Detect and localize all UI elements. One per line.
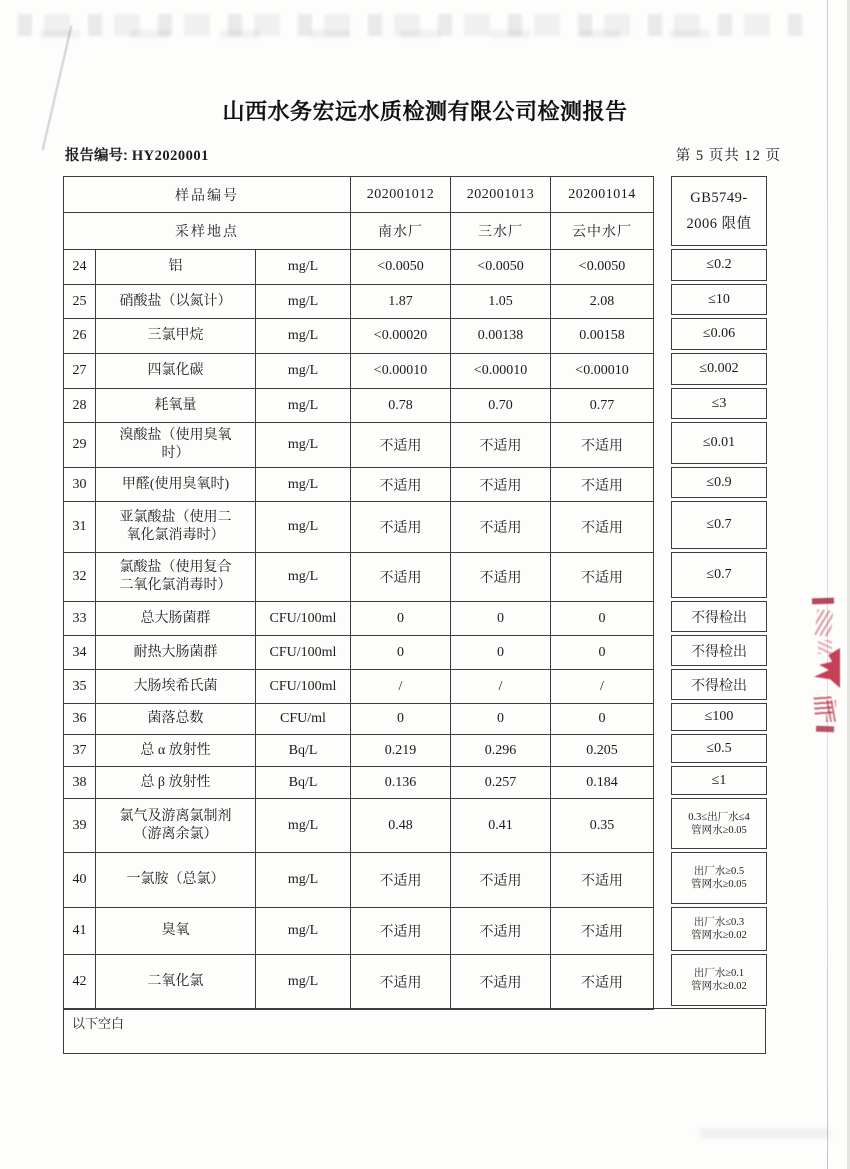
unit-cell: Bq/L	[256, 767, 351, 799]
scan-smudge	[700, 1128, 830, 1138]
value-cell: <0.0050	[551, 250, 654, 285]
value-cell: 不适用	[451, 423, 551, 468]
value-cell: 0.00158	[551, 319, 654, 354]
value-cell: 不适用	[351, 908, 451, 955]
results-table	[63, 176, 654, 1010]
unit-cell: mg/L	[256, 389, 351, 423]
value-cell: 2.08	[551, 285, 654, 319]
row-number-cell: 40	[64, 853, 96, 908]
row-number-cell: 38	[64, 767, 96, 799]
row-number-cell: 24	[64, 250, 96, 285]
parameter-cell: 硝酸盐（以氮计）	[96, 285, 256, 319]
row-number-cell: 25	[64, 285, 96, 319]
limit-cell: ≤0.7	[671, 501, 767, 549]
table-row	[64, 354, 654, 389]
sampling-location: 南水厂	[351, 213, 451, 250]
value-cell: <0.0050	[451, 250, 551, 285]
parameter-cell: 臭氧	[96, 908, 256, 955]
limit-line: 管网水≥0.02	[691, 930, 747, 941]
limit-cell: 不得检出	[671, 601, 767, 632]
parameter-line: 二氧化氯消毒时）	[119, 578, 232, 593]
value-cell: 不适用	[351, 502, 451, 553]
unit-cell: mg/L	[256, 468, 351, 502]
parameter-cell	[96, 502, 256, 553]
parameter-cell: 铝	[96, 250, 256, 285]
sample-id-label: 样品编号	[64, 177, 351, 213]
row-number-cell: 41	[64, 908, 96, 955]
results-table-area	[63, 176, 767, 1010]
value-cell: 0.70	[451, 389, 551, 423]
scan-corner-line	[42, 25, 73, 150]
limit-cell	[671, 907, 767, 951]
parameter-line: （游离余氯）	[133, 826, 218, 842]
sample-id-header-row	[64, 177, 654, 213]
value-cell: 0	[551, 636, 654, 670]
unit-cell: mg/L	[256, 354, 351, 389]
row-number-cell: 39	[64, 799, 96, 853]
red-seal-fragment	[806, 592, 842, 742]
value-cell: 0.205	[551, 735, 654, 767]
value-cell: 不适用	[551, 908, 654, 955]
limit-cell: ≤0.2	[671, 249, 767, 281]
value-cell: 0.77	[551, 389, 654, 423]
value-cell: 0.296	[451, 735, 551, 767]
value-cell: 0.35	[551, 799, 654, 853]
row-number-cell: 36	[64, 704, 96, 735]
table-row	[64, 250, 654, 285]
limit-line: 出厂水≥0.1	[693, 968, 745, 979]
scan-noise-band	[40, 30, 740, 38]
limit-cell: ≤0.01	[671, 422, 767, 464]
limit-line: 0.3≤出厂水≤4	[688, 811, 750, 823]
value-cell: 不适用	[551, 955, 654, 1010]
value-cell: 不适用	[551, 502, 654, 553]
limit-line: 管网水≥0.02	[691, 981, 747, 992]
sample-id: 202001012	[351, 177, 451, 213]
table-row	[64, 468, 654, 502]
limit-header-line: GB5749-	[690, 190, 748, 206]
value-cell: 0	[451, 602, 551, 636]
parameter-cell: 四氯化碳	[96, 354, 256, 389]
row-number-cell: 32	[64, 553, 96, 602]
parameter-cell: 一氯胺（总氯）	[96, 853, 256, 908]
limit-cell: ≤0.7	[671, 552, 767, 598]
table-row	[64, 799, 654, 853]
value-cell: 0.78	[351, 389, 451, 423]
unit-cell: mg/L	[256, 955, 351, 1010]
table-row	[64, 319, 654, 354]
value-cell: 不适用	[451, 853, 551, 908]
location-label: 采样地点	[64, 213, 351, 250]
seal-mark	[826, 700, 836, 722]
sample-id: 202001013	[451, 177, 551, 213]
value-cell: 1.87	[351, 285, 451, 319]
page-fold-line	[827, 0, 828, 1169]
limit-cell: 不得检出	[671, 669, 767, 700]
seal-star-fragment	[814, 648, 840, 688]
value-cell: 不适用	[551, 468, 654, 502]
value-cell: 0.219	[351, 735, 451, 767]
unit-cell: mg/L	[256, 553, 351, 602]
value-cell: 不适用	[551, 423, 654, 468]
row-number-cell: 35	[64, 670, 96, 704]
value-cell: 0.257	[451, 767, 551, 799]
value-cell: 0	[551, 704, 654, 735]
value-cell: 不适用	[451, 502, 551, 553]
unit-cell: CFU/100ml	[256, 670, 351, 704]
report-number	[65, 144, 209, 165]
value-cell: /	[451, 670, 551, 704]
value-cell: /	[551, 670, 654, 704]
value-cell: 0	[451, 704, 551, 735]
row-number-cell: 37	[64, 735, 96, 767]
value-cell: 不适用	[451, 553, 551, 602]
value-cell: 不适用	[451, 468, 551, 502]
value-cell: 不适用	[451, 908, 551, 955]
value-cell: 不适用	[351, 955, 451, 1010]
limit-cell	[671, 852, 767, 904]
table-row	[64, 423, 654, 468]
row-number-cell: 29	[64, 423, 96, 468]
row-number-cell: 31	[64, 502, 96, 553]
limit-line: 出厂水≤0.3	[693, 917, 745, 928]
unit-cell: mg/L	[256, 319, 351, 354]
table-row	[64, 735, 654, 767]
table-row	[64, 553, 654, 602]
value-cell: 0.48	[351, 799, 451, 853]
unit-cell: CFU/100ml	[256, 602, 351, 636]
row-number-cell: 34	[64, 636, 96, 670]
limit-cell: ≤0.5	[671, 734, 767, 763]
footer-note: 以下空白	[63, 1008, 766, 1054]
limit-line: 出厂水≥0.5	[693, 866, 745, 877]
value-cell: 0	[351, 704, 451, 735]
parameter-line: 时）	[161, 446, 190, 461]
parameter-cell: 总 β 放射性	[96, 767, 256, 799]
value-cell: 不适用	[551, 553, 654, 602]
unit-cell: mg/L	[256, 799, 351, 853]
parameter-line: 氯气及游离氯制剂	[119, 808, 232, 824]
value-cell: <0.00010	[351, 354, 451, 389]
parameter-line: 氯酸盐（使用复合	[119, 560, 232, 575]
parameter-cell: 总大肠菌群	[96, 602, 256, 636]
limit-cell	[671, 954, 767, 1006]
table-row	[64, 636, 654, 670]
unit-cell: Bq/L	[256, 735, 351, 767]
parameter-line: 亚氯酸盐（使用二	[119, 510, 232, 525]
parameter-cell: 大肠埃希氏菌	[96, 670, 256, 704]
value-cell: 0.00138	[451, 319, 551, 354]
row-number-cell: 27	[64, 354, 96, 389]
value-cell: <0.00010	[451, 354, 551, 389]
row-number-cell: 30	[64, 468, 96, 502]
value-cell: <0.0050	[351, 250, 451, 285]
parameter-line: 溴酸盐（使用臭氧	[119, 428, 232, 443]
page-indicator: 第 5 页共 12 页	[675, 148, 781, 164]
value-cell: 不适用	[451, 955, 551, 1010]
seal-mark	[816, 726, 834, 733]
table-row	[64, 670, 654, 704]
value-cell: 不适用	[351, 853, 451, 908]
value-cell: 0.136	[351, 767, 451, 799]
location-header-row	[64, 213, 654, 250]
meta-row	[65, 144, 781, 165]
sample-id: 202001014	[551, 177, 654, 213]
value-cell: <0.00020	[351, 319, 451, 354]
unit-cell: mg/L	[256, 908, 351, 955]
parameter-cell	[96, 553, 256, 602]
table-row	[64, 502, 654, 553]
limit-cell: ≤1	[671, 766, 767, 795]
value-cell: 不适用	[351, 468, 451, 502]
row-number-cell: 42	[64, 955, 96, 1010]
unit-cell: CFU/ml	[256, 704, 351, 735]
value-cell: 不适用	[351, 553, 451, 602]
value-cell: <0.00010	[551, 354, 654, 389]
page-title: 山西水务宏远水质检测有限公司检测报告	[222, 99, 628, 124]
parameter-cell	[96, 423, 256, 468]
unit-cell: mg/L	[256, 285, 351, 319]
unit-cell: CFU/100ml	[256, 636, 351, 670]
limit-cell: ≤0.9	[671, 467, 767, 498]
parameter-cell: 三氯甲烷	[96, 319, 256, 354]
limit-cell	[671, 798, 767, 849]
limit-header-line: 2006 限值	[686, 216, 752, 232]
seal-mark	[818, 640, 832, 654]
value-cell: 0	[551, 602, 654, 636]
table-row	[64, 853, 654, 908]
limit-cell: ≤0.06	[671, 318, 767, 350]
report-number-value: HY2020001	[131, 148, 209, 164]
table-row	[64, 908, 654, 955]
parameter-line: 氧化氯消毒时）	[126, 528, 225, 543]
table-row	[64, 704, 654, 735]
table-row	[64, 767, 654, 799]
parameter-cell: 耗氧量	[96, 389, 256, 423]
value-cell: 0.184	[551, 767, 654, 799]
parameter-cell: 菌落总数	[96, 704, 256, 735]
value-cell: 0	[351, 636, 451, 670]
unit-cell: mg/L	[256, 853, 351, 908]
row-number-cell: 28	[64, 389, 96, 423]
value-cell: /	[351, 670, 451, 704]
unit-cell: mg/L	[256, 423, 351, 468]
limit-line: 管网水≥0.05	[691, 824, 747, 836]
report-number-label: 报告编号:	[65, 148, 128, 164]
limit-cell: ≤3	[671, 388, 767, 419]
unit-cell: mg/L	[256, 502, 351, 553]
row-number-cell: 26	[64, 319, 96, 354]
limit-cell: ≤10	[671, 284, 767, 315]
limit-cell: ≤0.002	[671, 353, 767, 385]
limit-header-cell	[671, 176, 767, 246]
parameter-cell: 二氧化氯	[96, 955, 256, 1010]
parameter-cell: 甲醛(使用臭氧时)	[96, 468, 256, 502]
row-number-cell: 33	[64, 602, 96, 636]
limit-cell: 不得检出	[671, 635, 767, 666]
limit-line: 管网水≥0.05	[691, 879, 747, 890]
table-row	[64, 285, 654, 319]
value-cell: 0	[351, 602, 451, 636]
value-cell: 0	[451, 636, 551, 670]
value-cell: 不适用	[551, 853, 654, 908]
table-row	[64, 602, 654, 636]
table-row	[64, 955, 654, 1010]
table-row	[64, 389, 654, 423]
parameter-cell: 耐热大肠菌群	[96, 636, 256, 670]
limit-cell: ≤100	[671, 703, 767, 731]
seal-mark	[812, 598, 834, 605]
sampling-location: 三水厂	[451, 213, 551, 250]
unit-cell: mg/L	[256, 250, 351, 285]
value-cell: 1.05	[451, 285, 551, 319]
limits-column	[671, 176, 767, 1009]
value-cell: 不适用	[351, 423, 451, 468]
value-cell: 0.41	[451, 799, 551, 853]
parameter-cell: 总 α 放射性	[96, 735, 256, 767]
seal-mark	[815, 609, 834, 637]
sampling-location: 云中水厂	[551, 213, 654, 250]
parameter-cell	[96, 799, 256, 853]
